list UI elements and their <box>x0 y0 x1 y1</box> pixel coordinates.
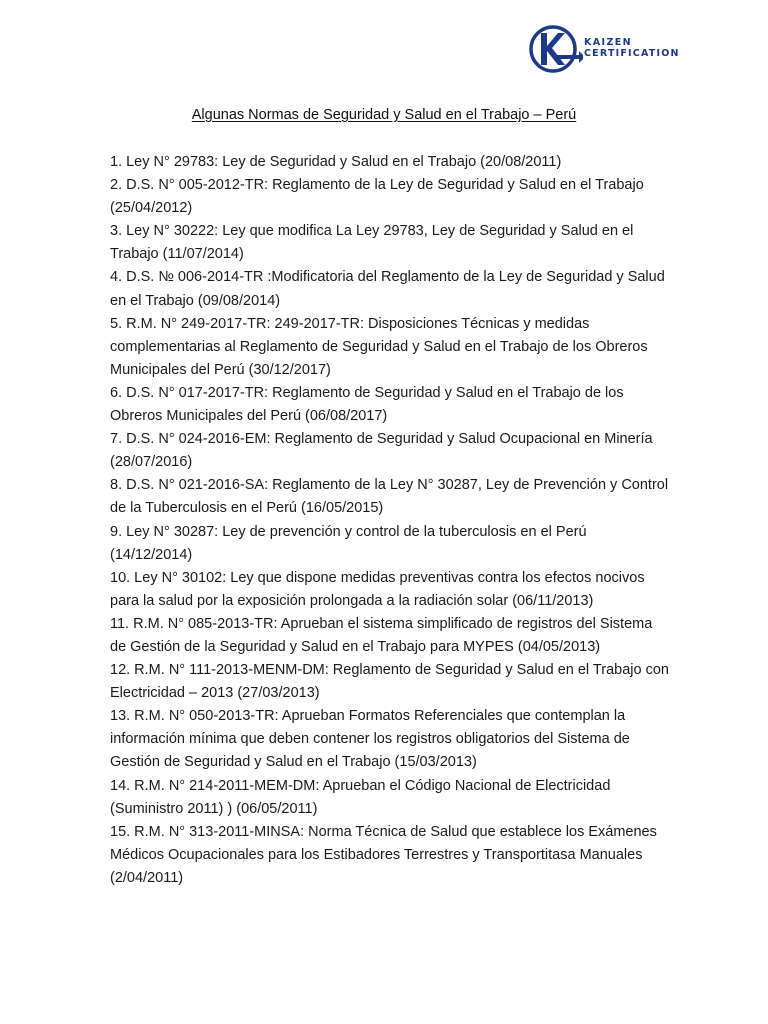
list-item: 2. D.S. N° 005-2012-TR: Reglamento de la Ley de Seguridad y Salud en el Trabajo (25/04/2012) <box>110 177 644 217</box>
k-emblem-icon <box>527 22 583 78</box>
brand-line-2: CERTIFICATION <box>584 48 680 59</box>
list-item: 14. R.M. N° 214-2011-MEM-DM: Aprueban el Código Nacional de Electricidad (Suministro 2011) ) (06/05/2011) <box>110 777 611 817</box>
list-item: 12. R.M. N° 111-2013-MENM-DM: Reglamento de Seguridad y Salud en el Trabajo con Electricidad – 2013 (27/03/2013) <box>110 662 669 702</box>
brand-line-1: KAIZEN <box>584 37 632 48</box>
list-item: 9. Ley N° 30287: Ley de prevención y control de la tuberculosis en el Perú (14/12/2014) <box>110 523 587 563</box>
list-item: 10. Ley N° 30102: Ley que dispone medidas preventivas contra los efectos nocivos para la salud por la exposición prolongada a la radiación solar (06/11/2013) <box>110 569 645 609</box>
list-item: 7. D.S. N° 024-2016-EM: Reglamento de Seguridad y Salud Ocupacional en Minería (28/07/2016) <box>110 431 653 471</box>
list-item: 1. Ley N° 29783: Ley de Seguridad y Salud en el Trabajo (20/08/2011) <box>110 154 562 170</box>
list-item: 15. R.M. N° 313-2011-MINSA: Norma Técnica de Salud que establece los Exámenes Médicos Ocupacionales para los Estibadores Terrestres y Transportitasa Manuales (2/04/2011) <box>110 823 657 886</box>
list-item: 13. R.M. N° 050-2013-TR: Aprueban Formatos Referenciales que contemplan la información mínima que deben contener los registros obligatorios del Sistema de Gestión de Seguridad y Salud en el Trabajo (15/03/2013) <box>110 708 630 771</box>
kaizen-certification-logo <box>527 22 707 78</box>
regulations-list <box>110 151 670 890</box>
list-item: 4. D.S. № 006-2014-TR :Modificatoria del Reglamento de la Ley de Seguridad y Salud en el Trabajo (09/08/2014) <box>110 269 665 309</box>
list-item: 8. D.S. N° 021-2016-SA: Reglamento de la Ley N° 30287, Ley de Prevención y Control de la Tuberculosis en el Perú (16/05/2015) <box>110 477 669 517</box>
list-item: 5. R.M. N° 249-2017-TR: 249-2017-TR: Disposiciones Técnicas y medidas complementarias al Reglamento de Seguridad y Salud en el Trabajo de los Obreros Municipales del Perú (30/12/2017) <box>110 315 648 378</box>
list-item: 3. Ley N° 30222: Ley que modifica La Ley 29783, Ley de Seguridad y Salud en el Trabajo (11/07/2014) <box>110 223 634 263</box>
document-title: Algunas Normas de Seguridad y Salud en el Trabajo – Perú <box>191 107 577 123</box>
list-item: 11. R.M. N° 085-2013-TR: Aprueban el sistema simplificado de registros del Sistema de Gestión de la Seguridad y Salud en el Trabajo para MYPES (04/05/2013) <box>110 615 653 655</box>
list-item: 6. D.S. N° 017-2017-TR: Reglamento de Seguridad y Salud en el Trabajo de los Obreros Municipales del Perú (06/08/2017) <box>110 384 624 425</box>
